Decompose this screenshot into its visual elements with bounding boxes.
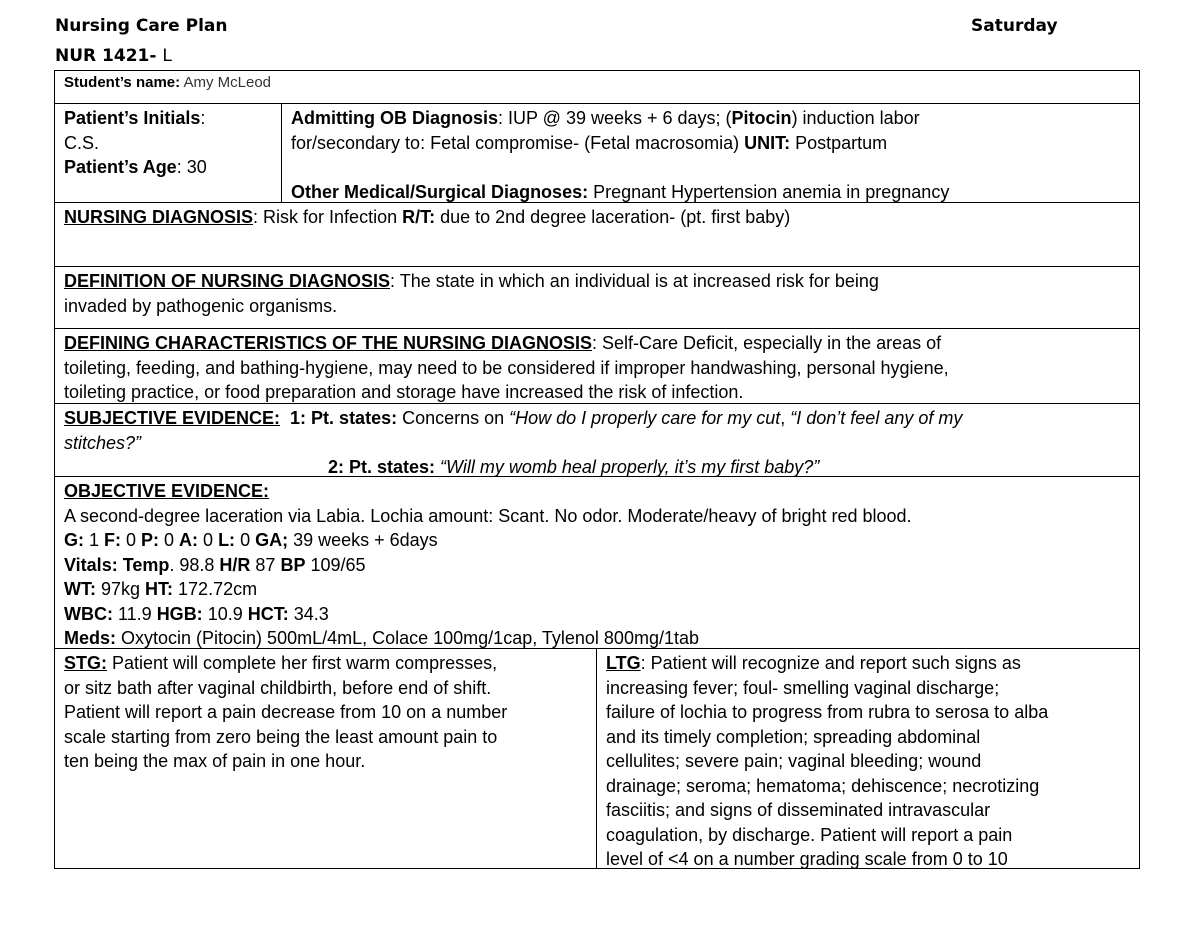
bp-label: BP xyxy=(280,554,306,575)
wbc-label: WBC: xyxy=(64,603,113,624)
nursing-diagnosis-text-1: : Risk for Infection xyxy=(253,207,403,227)
defining-label: DEFINING CHARACTERISTICS OF THE NURSING DIAGNOSIS xyxy=(64,333,593,353)
stg-line: scale starting from zero being the least amount pain to xyxy=(64,726,498,747)
patient-age-value: : 30 xyxy=(176,157,207,177)
admitting-text-1: : IUP @ 39 weeks + 6 days; ( xyxy=(498,108,732,128)
definition-label: DEFINITION OF NURSING DIAGNOSIS xyxy=(64,271,391,291)
ltg-line: level of <4 on a number grading scale from 0 to 10 xyxy=(606,849,1008,868)
wbc-value: 11.9 xyxy=(112,603,157,624)
document-title: Nursing Care Plan xyxy=(55,16,228,36)
hct-value: 34.3 xyxy=(288,603,329,624)
subjective-label: SUBJECTIVE EVIDENCE: xyxy=(64,408,281,428)
ga-label: GA; xyxy=(255,530,289,550)
long-term-goal-cell xyxy=(597,649,1139,868)
student-name-value: Amy McLeod xyxy=(183,74,272,91)
p-value: 0 xyxy=(159,530,180,550)
hgb-label: HGB: xyxy=(156,603,203,624)
day-label: Saturday xyxy=(971,16,1058,36)
ltg-label: LTG xyxy=(606,653,641,673)
ltg-line: : Patient will recognize and report such signs as xyxy=(640,653,1021,673)
student-row xyxy=(55,71,1139,103)
ltg-line: fasciitis; and signs of disseminated intravascular xyxy=(606,800,991,820)
patient-initials-colon: : xyxy=(200,108,206,128)
definition-line-1: : The state in which an individual is at increased risk for being xyxy=(390,271,879,291)
student-name-label: Student’s name: xyxy=(64,74,181,91)
ga-value: 39 weeks + 6days xyxy=(288,530,438,550)
stg-line: Patient will report a pain decrease from 10 on a number xyxy=(64,702,508,722)
vitals-line xyxy=(64,553,1131,578)
hr-label: H/R xyxy=(219,554,251,575)
defining-line-3: toileting practice, or food preparation and storage have increased the risk of infection. xyxy=(64,382,744,402)
wt-value: 97kg xyxy=(95,579,146,599)
course-suffix: L xyxy=(162,46,172,66)
stg-line: Patient will complete her first warm compresses, xyxy=(107,653,498,673)
statement-1-separator: , xyxy=(780,408,791,428)
patient-initials-label: Patient’s Initials xyxy=(64,108,201,128)
defining-line-1: : Self-Care Deficit, especially in the areas of xyxy=(592,333,942,353)
weight-height-line xyxy=(64,577,1131,602)
a-label: A: xyxy=(179,530,199,550)
temp-value: . 98.8 xyxy=(169,554,220,575)
meds-line xyxy=(64,626,1131,648)
meds-value: Oxytocin (Pitocin) 500mL/4mL, Colace 100mg/1cap, Tylenol 800mg/1tab xyxy=(116,628,699,648)
l-label: L: xyxy=(218,530,236,550)
defining-characteristics-row xyxy=(55,329,1139,403)
statement-2-label: 2: Pt. states: xyxy=(328,457,436,476)
hct-label: HCT: xyxy=(247,603,289,624)
hr-value: 87 xyxy=(250,554,281,575)
stg-line: ten being the max of pain in one hour. xyxy=(64,751,366,771)
stg-label: STG: xyxy=(64,653,107,673)
statement-1-quote-c: stitches?” xyxy=(64,432,142,453)
ltg-line: drainage; seroma; hematoma; dehiscence; necrotizing xyxy=(606,775,1040,796)
subjective-evidence-row xyxy=(55,404,1139,476)
ht-label: HT: xyxy=(145,579,174,599)
ltg-line: cellulites; severe pain; vaginal bleeding; wound xyxy=(606,751,982,771)
obstetric-history xyxy=(64,528,1131,553)
unit-label: UNIT: xyxy=(744,132,791,153)
defining-line-2: toileting, feeding, and bathing-hygiene, may need to be considered if improper handwashing, personal hygiene, xyxy=(64,357,949,378)
admitting-pitocin: Pitocin xyxy=(731,108,792,128)
objective-line-1: A second-degree laceration via Labia. Lochia amount: Scant. No odor. Moderate/heavy of bright red blood. xyxy=(64,505,912,526)
other-diagnoses-label: Other Medical/Surgical Diagnoses: xyxy=(291,181,589,202)
labs-line xyxy=(64,602,1131,627)
unit-value: Postpartum xyxy=(790,132,888,153)
f-value: 0 xyxy=(121,530,142,550)
statement-1-quote-a: “How do I properly care for my cut xyxy=(509,408,781,428)
admitting-diagnosis-cell xyxy=(282,104,1139,202)
stg-line: or sitz bath after vaginal childbirth, before end of shift. xyxy=(64,677,492,698)
meds-label: Meds: xyxy=(64,628,117,648)
course-prefix: NUR 1421- xyxy=(55,46,157,66)
definition-row xyxy=(55,267,1139,328)
statement-1-text: Concerns on xyxy=(397,408,510,428)
ltg-line: and its timely completion; spreading abdominal xyxy=(606,726,981,747)
statement-1-label: 1: Pt. states: xyxy=(280,408,398,428)
patient-initials-value: C.S. xyxy=(64,132,100,153)
ltg-line: increasing fever; foul- smelling vaginal discharge; xyxy=(606,677,1000,698)
bp-value: 109/65 xyxy=(305,554,366,575)
hgb-value: 10.9 xyxy=(202,603,248,624)
nursing-diagnosis-text-2: due to 2nd degree laceration- (pt. first baby) xyxy=(435,207,791,227)
nursing-diagnosis-row xyxy=(55,203,1139,266)
statement-1-quote-b: “I don’t feel any of my xyxy=(790,408,963,428)
g-label: G: xyxy=(64,530,84,550)
course-code xyxy=(55,46,172,66)
a-value: 0 xyxy=(198,530,219,550)
p-label: P: xyxy=(141,530,160,550)
other-diagnoses-value: Pregnant Hypertension anemia in pregnancy xyxy=(588,181,950,202)
admitting-label: Admitting OB Diagnosis xyxy=(291,108,498,128)
ht-value: 172.72cm xyxy=(173,579,258,599)
nursing-diagnosis-label: NURSING DIAGNOSIS xyxy=(64,207,254,227)
f-label: F: xyxy=(104,530,122,550)
patient-info-cell xyxy=(55,104,281,202)
rt-label: R/T: xyxy=(402,207,436,227)
l-value: 0 xyxy=(235,530,256,550)
ltg-line: coagulation, by discharge. Patient will report a pain xyxy=(606,824,1013,845)
objective-evidence-row xyxy=(55,477,1139,648)
objective-label: OBJECTIVE EVIDENCE: xyxy=(64,481,270,501)
g-value: 1 xyxy=(84,530,105,550)
definition-line-2: invaded by pathogenic organisms. xyxy=(64,295,338,316)
short-term-goal-cell xyxy=(55,649,596,868)
wt-label: WT: xyxy=(64,579,96,599)
vitals-label: Vitals: Temp xyxy=(64,554,170,575)
admitting-text-2: ) induction labor xyxy=(791,108,920,128)
admitting-text-3: for/secondary to: Fetal compromise- (Fetal macrosomia) xyxy=(291,132,745,153)
patient-age-label: Patient’s Age xyxy=(64,157,177,177)
ltg-line: failure of lochia to progress from rubra to serosa to alba xyxy=(606,702,1049,722)
statement-2-quote: “Will my womb heal properly, it’s my first baby?” xyxy=(435,457,820,476)
